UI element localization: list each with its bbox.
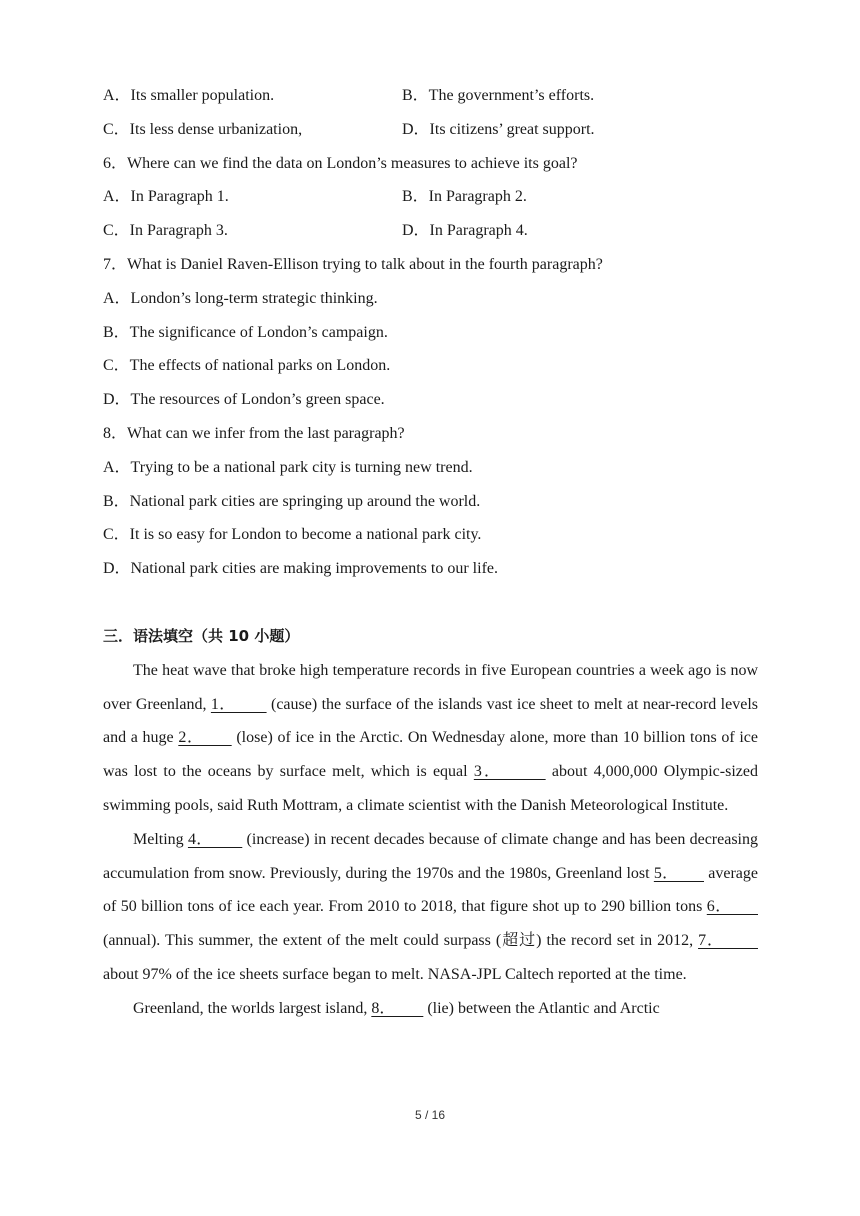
q7-option-c: C．The effects of national parks on London. [103,357,391,375]
q6-option-d: D．In Paragraph 4. [402,222,528,240]
passage-paragraph-3 [103,992,758,1026]
passage-paragraph-1 [103,654,758,823]
q6-options-row1 [103,180,758,214]
q6-option-b: B．In Paragraph 2. [402,188,527,206]
document-page [103,79,758,1026]
blank-3: 3． [473,763,546,781]
q8-option-b: B．National park cities are springing up around the world. [103,492,481,510]
q5-option-d: D．Its citizens’ great support. [402,120,595,138]
passage-paragraph-2 [103,823,758,992]
p1-text-3: (lose) of ice in the Arctic. On Wednesday alone, more than 10 billion tons of ice was lost to the oceans by surface melt, which is equal [103,729,758,781]
p2-text-1: Melting [133,830,188,848]
q6-option-a: A．In Paragraph 1. [103,188,229,206]
section-3-title: 三．语法填空（共 10 小题） [103,626,300,645]
q5-options-row1 [103,79,758,113]
q8-option-d: D．National park cities are making improvements to our life. [103,560,499,578]
blank-5: 5． [653,864,704,882]
blank-4: 4． [187,830,243,848]
section-gap [103,586,758,620]
q6-option-c: C．In Paragraph 3. [103,222,228,240]
p3-text-1: Greenland, the worlds largest island, [133,999,372,1017]
blank-2: 2． [178,729,232,747]
p1-text-2: (cause) the surface of the islands vast ice sheet to melt at near-record levels and a huge [103,695,758,747]
page-number: 5 / 16 [414,1108,446,1122]
q8-stem: 8．What can we infer from the last paragraph? [103,424,405,442]
q5-option-c: C．Its less dense urbanization, [103,120,303,138]
q5-option-a: A．Its smaller population. [103,87,275,104]
p3-text-2: (lie) between the Atlantic and Arctic [423,999,660,1017]
q6-stem: 6．Where can we find the data on London’s measures to achieve its goal? [103,154,578,172]
blank-8: 8． [371,999,424,1017]
q7-option-b: B．The significance of London’s campaign. [103,323,388,341]
q8-option-a: A．Trying to be a national park city is turning new trend. [103,458,473,476]
q7-option-a: A．London’s long-term strategic thinking. [103,289,378,307]
blank-7: 7． [698,932,758,950]
p1-text-4: about 4,000,000 Olympic-sized swimming pools, said Ruth Mottram, a climate scientist with the Danish Meteorological Institute. [103,763,758,814]
q7-option-d: D．The resources of London’s green space. [103,391,385,409]
q6-options-row2 [103,214,758,248]
p2-text-5: about 97% of the ice sheets surface began to melt. NASA-JPL Caltech reported at the time. [103,965,687,983]
blank-6: 6． [706,898,758,916]
p2-text-2: (increase) in recent decades because of climate change and has been decreasing accumulation from snow. Previously, during the 1970s and the 1980s, Greenland lost [103,830,759,882]
q5-options-row2 [103,113,758,147]
q8-option-c: C．It is so easy for London to become a national park city. [103,526,482,544]
p2-text-3: average of 50 billion tons of ice each year. From 2010 to 2018, that figure shot up to 290 billion tons [103,864,759,916]
q5-option-b: B．The government’s efforts. [402,87,595,104]
p2-text-4: (annual). This summer, the extent of the melt could surpass (超过) the record set in 2012, [103,932,699,950]
p1-text-1: The heat wave that broke high temperature records in five European countries a week ago is now over Greenland, [103,661,758,713]
blank-1: 1． [210,695,267,713]
q7-stem: 7．What is Daniel Raven-Ellison trying to talk about in the fourth paragraph? [103,255,603,273]
